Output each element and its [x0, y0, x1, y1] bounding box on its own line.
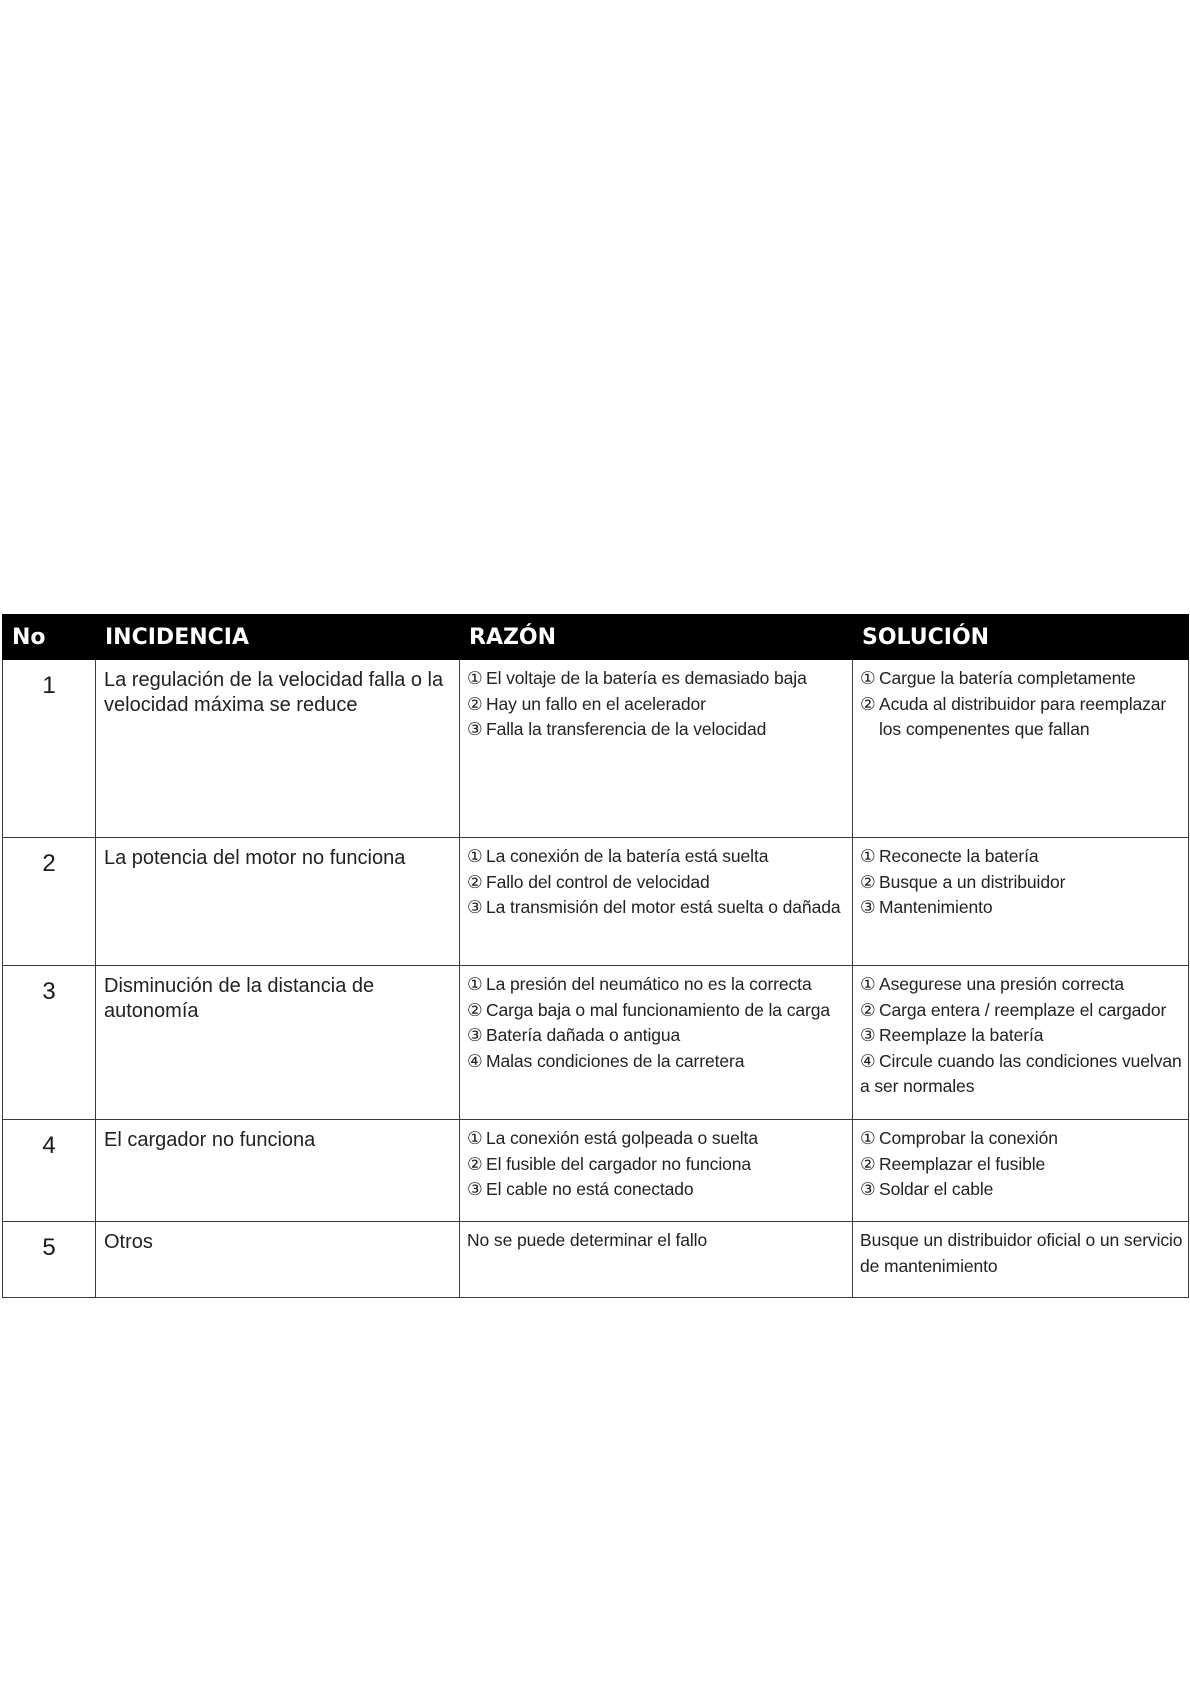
header-no: No: [3, 615, 96, 660]
razon-item: ③ Falla la transferencia de la velocidad: [467, 719, 767, 739]
table-row: [3, 838, 1189, 966]
razon-item: ③ La transmisión del motor está suelta o dañada: [467, 897, 841, 917]
header-razon: RAZÓN: [460, 615, 853, 660]
solucion-item: ① Cargue la batería completamente: [860, 668, 1136, 688]
row-number: 4: [3, 1120, 96, 1222]
solucion-item: ① Asegurese una presión correcta: [860, 974, 1125, 994]
table-row: [3, 660, 1189, 838]
solucion-cell: [853, 838, 1189, 966]
incidencia-cell: El cargador no funciona: [96, 1120, 460, 1222]
row-number: 3: [3, 966, 96, 1120]
razon-item: ② El fusible del cargador no funciona: [467, 1153, 752, 1174]
razon-cell: [460, 660, 853, 838]
solucion-item: ③ Mantenimiento: [860, 897, 993, 917]
solucion-item: ③ Soldar el cable: [860, 1179, 994, 1199]
solucion-item: ② Reemplazar el fusible: [860, 1153, 1046, 1174]
razon-text: No se puede determinar el fallo: [467, 1230, 708, 1250]
solucion-item: ② Acuda al distribuidor para reemplazar los compenentes que fallan: [860, 693, 1167, 739]
header-incidencia: INCIDENCIA: [96, 615, 460, 660]
razon-item: ③ El cable no está conectado: [467, 1179, 694, 1199]
solucion-item: ② Busque a un distribuidor: [860, 871, 1066, 892]
solucion-cell: [853, 1222, 1189, 1298]
table-row: [3, 1222, 1189, 1298]
solucion-cell: [853, 966, 1189, 1120]
razon-item: ④ Malas condiciones de la carretera: [467, 1050, 745, 1071]
razon-item: ① La conexión de la batería está suelta: [467, 846, 769, 866]
table-header-row: [3, 615, 1189, 660]
razon-cell: [460, 1120, 853, 1222]
razon-item: ② Fallo del control de velocidad: [467, 871, 710, 892]
solucion-cell: [853, 1120, 1189, 1222]
solucion-item: ② Carga entera / reemplaze el cargador: [860, 999, 1167, 1020]
row-number: 2: [3, 838, 96, 966]
incidencia-cell: La potencia del motor no funciona: [96, 838, 460, 966]
solucion-text: Busque un distribuidor oficial o un servicio de mantenimiento: [860, 1230, 1183, 1276]
razon-item: ① La conexión está golpeada o suelta: [467, 1128, 758, 1148]
table-row: [3, 966, 1189, 1120]
solucion-cell: [853, 660, 1189, 838]
solucion-item: ③ Reemplaze la batería: [860, 1025, 1044, 1045]
table-row: [3, 1120, 1189, 1222]
row-number: 1: [3, 660, 96, 838]
razon-cell: [460, 838, 853, 966]
solucion-item: ④ Circule cuando las condiciones vuelvan a ser normales: [860, 1050, 1182, 1096]
razon-cell: [460, 1222, 853, 1298]
razon-item: ① La presión del neumático no es la correcta: [467, 974, 812, 994]
incidencia-cell: Otros: [96, 1222, 460, 1298]
razon-item: ② Carga baja o mal funcionamiento de la carga: [467, 999, 830, 1020]
incidencia-cell: Disminución de la distancia de autonomía: [96, 966, 460, 1120]
razon-item: ③ Batería dañada o antigua: [467, 1025, 681, 1045]
solucion-item: ① Reconecte la batería: [860, 846, 1039, 866]
razon-item: ② Hay un fallo en el acelerador: [467, 693, 706, 714]
row-number: 5: [3, 1222, 96, 1298]
incidencia-cell: La regulación de la velocidad falla o la velocidad máxima se reduce: [96, 660, 460, 838]
solucion-item: ① Comprobar la conexión: [860, 1128, 1058, 1148]
header-solucion: SOLUCIÓN: [853, 615, 1189, 660]
razon-cell: [460, 966, 853, 1120]
troubleshooting-table: [2, 614, 1189, 1298]
razon-item: ① El voltaje de la batería es demasiado baja: [467, 668, 807, 688]
